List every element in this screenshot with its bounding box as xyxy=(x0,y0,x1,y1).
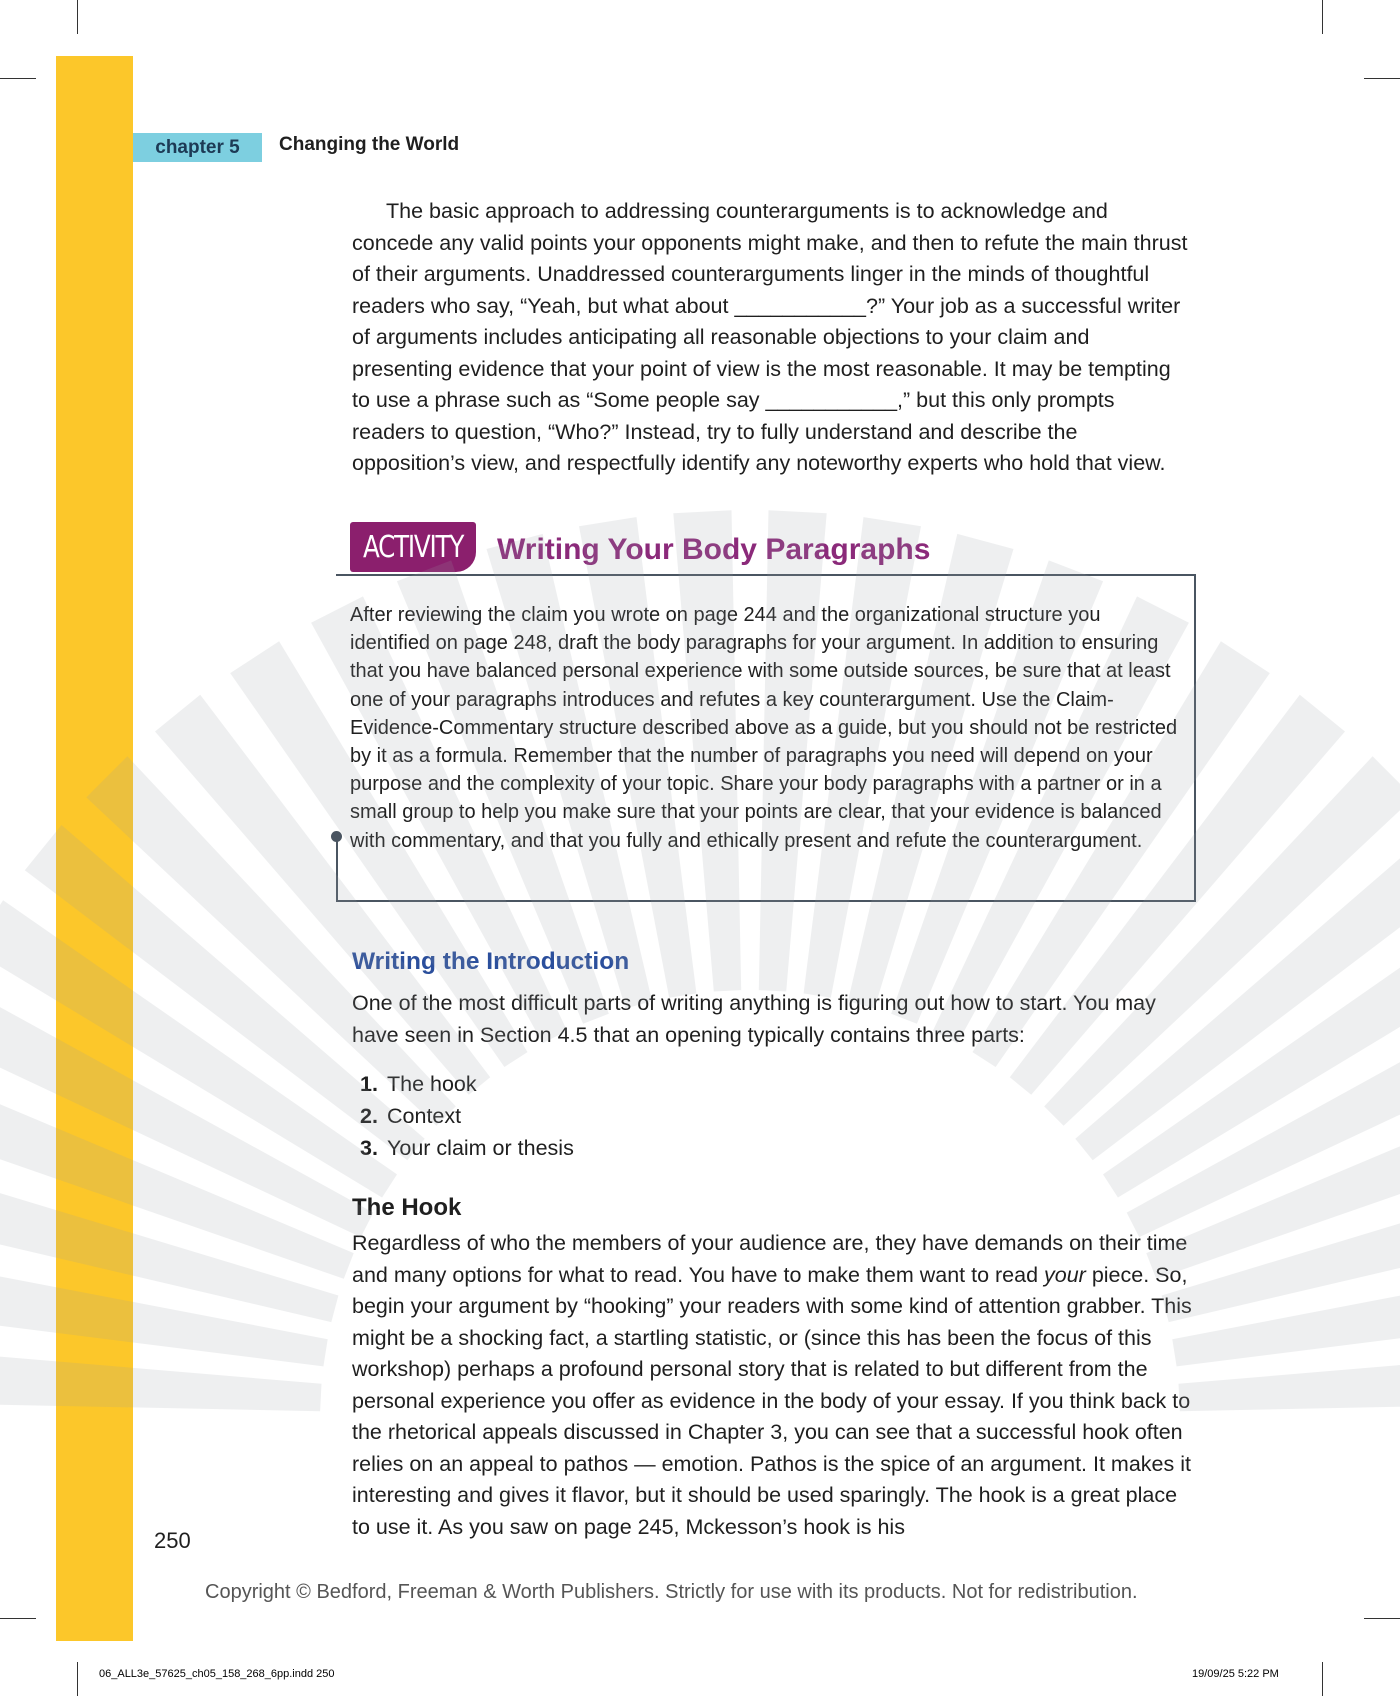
hook-text-part-2: piece. So, begin your argument by “hooking” your readers with some kind of attention grabber. This might be a shocking fact, a startling statistic, or (since this has been the focus of this workshop) perhaps a profound personal story that is related to but different from the personal experience you offer as evidence in the body of your essay. If you think back to the rhetorical appeals discussed in Chapter 3, you can see that a successful hook often relies on an appeal to pathos — emotion. Pathos is the spice of an argument. It makes it interesting and gives it flavor, but it should be used sparingly. The hook is a great place to use it. As you saw on page 245, Mckesson’s hook is his xyxy=(352,1262,1192,1539)
hook-text-block xyxy=(352,1228,1192,1543)
chapter-tab xyxy=(133,133,262,162)
hook-emphasis: your xyxy=(1044,1262,1086,1287)
introduction-paragraph: One of the most difficult parts of writing anything is figuring out how to start. You may have seen in Section 4.5 that an opening typically contains three parts: xyxy=(352,991,1156,1047)
hook-paragraph xyxy=(352,1228,1192,1543)
crop-mark xyxy=(77,0,78,34)
list-item-number: 1. xyxy=(360,1072,378,1096)
print-slug-date: 19/09/25 5:22 PM xyxy=(1192,1668,1279,1680)
activity-badge-label: ACTIVITY xyxy=(362,529,464,565)
list-item-text: The hook xyxy=(387,1072,477,1096)
activity-badge xyxy=(350,522,476,572)
list-item-text: Context xyxy=(387,1104,462,1128)
list-item xyxy=(360,1100,574,1132)
section-heading-introduction: Writing the Introduction xyxy=(352,948,630,975)
intro-paragraph: The basic approach to addressing counterarguments is to acknowledge and concede any valid points your opponents might make, and then to refute the main thrust of their arguments. Unaddressed counterarguments linger in the minds of thoughtful readers who say, “Yeah, but what about ___________?” Your job as a successful writer of arguments includes anticipating all reasonable objections to your claim and presenting evidence that your point of view is the most reasonable. It may be tempting to use a phrase such as “Some people say ___________,” but this only prompts readers to question, “Who?” Instead, try to fully understand and describe the opposition’s view, and respectfully identify any noteworthy experts who hold that view. xyxy=(352,199,1188,475)
watermark-ray xyxy=(0,1249,328,1366)
activity-title: Writing Your Body Paragraphs xyxy=(497,533,931,566)
intro-text-block xyxy=(352,196,1192,480)
list-item-text: Your claim or thesis xyxy=(387,1136,574,1160)
subheading-the-hook: The Hook xyxy=(352,1194,462,1221)
page-number: 250 xyxy=(154,1528,191,1553)
list-item-number: 2. xyxy=(360,1104,378,1128)
crop-mark xyxy=(0,78,36,79)
crop-mark xyxy=(0,1618,36,1619)
page-sidebar xyxy=(56,56,133,1641)
crop-mark xyxy=(1364,1618,1400,1619)
list-item xyxy=(360,1132,574,1164)
copyright-notice: Copyright © Bedford, Freeman & Worth Publishers. Strictly for use with its products. Not for redistribution. xyxy=(205,1581,1138,1603)
parts-list xyxy=(360,1068,574,1164)
watermark-ray xyxy=(1162,1157,1400,1323)
watermark-ray xyxy=(0,1067,354,1279)
crop-mark xyxy=(77,1662,78,1696)
hook-text-part-1: Regardless of who the members of your audience are, they have demands on their time and many options for what to read. You have to make them want to read xyxy=(352,1231,1188,1287)
watermark-ray xyxy=(1179,1343,1400,1411)
crop-mark xyxy=(1364,78,1400,79)
watermark-ray xyxy=(0,1343,321,1411)
watermark-ray xyxy=(0,1157,338,1323)
activity-box-left-line xyxy=(336,836,338,900)
activity-text: After reviewing the claim you wrote on page 244 and the organizational structure you identified on page 248, draft the body paragraphs for your argument. In addition to ensuring that you have balanced personal experience with some outside sources, be sure that at least one of your paragraphs introduces and refutes a key counterargument. Use the Claim-Evidence-Commentary structure described above as a guide, but you should not be restricted by it as a formula. Remember that the number of paragraphs you need will depend on your purpose and the complexity of your topic. Share your body paragraphs with a partner or in a small group to help you make sure that your points are clear, that your evidence is balanced with commentary, and that you fully and ethically present and refute the counterargument. xyxy=(350,604,1178,852)
crop-mark xyxy=(1322,0,1323,34)
crop-mark xyxy=(1322,1662,1323,1696)
chapter-label: chapter 5 xyxy=(155,136,240,158)
introduction-text-block xyxy=(352,988,1192,1051)
activity-box-dot xyxy=(331,831,342,842)
list-item xyxy=(360,1068,574,1100)
chapter-title: Changing the World xyxy=(279,134,460,155)
print-slug-file: 06_ALL3e_57625_ch05_158_268_6pp.indd 250 xyxy=(99,1668,335,1680)
list-item-number: 3. xyxy=(360,1136,378,1160)
watermark-ray xyxy=(1172,1249,1400,1366)
